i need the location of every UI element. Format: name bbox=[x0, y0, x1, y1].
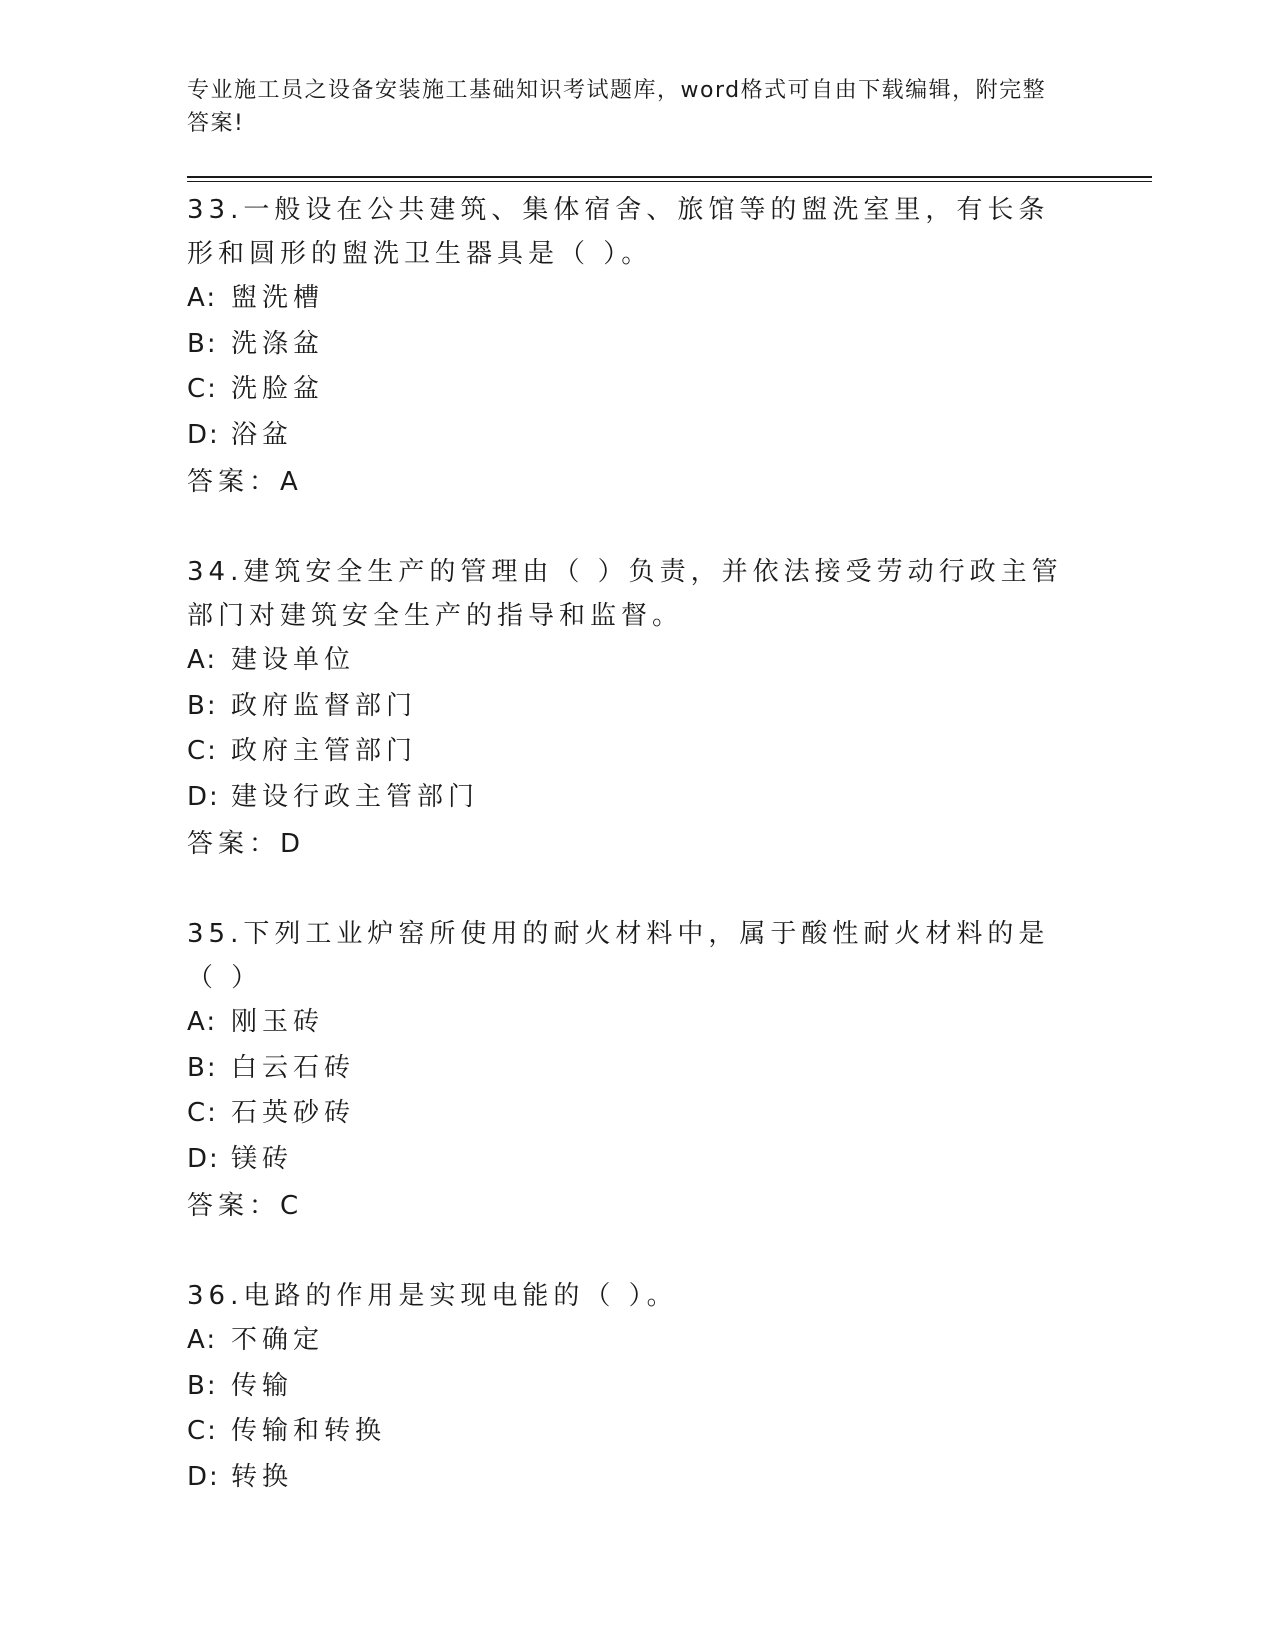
option-letter: A: bbox=[187, 645, 218, 675]
question-36 bbox=[187, 1274, 1152, 1500]
option-text: 政府监督部门 bbox=[231, 690, 418, 721]
question-stem: 35.下列工业炉窑所使用的耐火材料中，属于酸性耐火材料的是（ ） bbox=[187, 919, 1050, 993]
question-stem: 34.建筑安全生产的管理由（ ）负责，并依法接受劳动行政主管部门对建筑安全生产的指导和监督。 bbox=[187, 557, 1063, 631]
option-letter: C: bbox=[187, 374, 218, 404]
answer-line: 答案：A bbox=[187, 467, 303, 497]
question-stem: 33.一般设在公共建筑、集体宿舍、旅馆等的盥洗室里，有长条形和圆形的盥洗卫生器具是（ ）。 bbox=[187, 195, 1050, 269]
option-text: 刚玉砖 bbox=[231, 1007, 325, 1037]
option-letter: D: bbox=[187, 1461, 220, 1492]
option-letter: D: bbox=[187, 781, 220, 812]
option-text: 转换 bbox=[231, 1461, 294, 1492]
option-text: 建设单位 bbox=[231, 645, 356, 675]
option-b bbox=[187, 684, 1152, 730]
option-letter: A: bbox=[187, 283, 218, 313]
option-d bbox=[187, 1455, 1152, 1501]
option-a bbox=[187, 1318, 1152, 1364]
option-c bbox=[187, 1409, 1152, 1455]
option-letter: B: bbox=[187, 1052, 218, 1083]
option-text: 镁砖 bbox=[231, 1143, 294, 1174]
header-divider-thick bbox=[187, 176, 1152, 178]
option-a bbox=[187, 276, 1152, 322]
option-letter: B: bbox=[187, 1370, 218, 1401]
option-letter: C: bbox=[187, 1098, 218, 1128]
option-c bbox=[187, 367, 1152, 413]
question-list bbox=[187, 188, 1152, 1500]
option-c bbox=[187, 729, 1152, 775]
question-33 bbox=[187, 188, 1152, 505]
question-34 bbox=[187, 550, 1152, 867]
option-d bbox=[187, 413, 1152, 459]
option-text: 政府主管部门 bbox=[231, 736, 418, 766]
question-stem: 36.电路的作用是实现电能的（ ）。 bbox=[187, 1281, 678, 1311]
option-a bbox=[187, 1000, 1152, 1046]
option-b bbox=[187, 322, 1152, 368]
document-header: 专业施工员之设备安装施工基础知识考试题库，word格式可自由下载编辑，附完整答案! bbox=[187, 78, 1047, 136]
option-d bbox=[187, 1137, 1152, 1183]
option-text: 洗脸盆 bbox=[231, 374, 325, 404]
option-text: 浴盆 bbox=[231, 419, 294, 450]
option-a bbox=[187, 638, 1152, 684]
header-divider-thin bbox=[187, 181, 1152, 182]
option-letter: A: bbox=[187, 1007, 218, 1037]
option-text: 不确定 bbox=[231, 1325, 325, 1355]
option-b bbox=[187, 1364, 1152, 1410]
option-letter: C: bbox=[187, 1416, 218, 1446]
option-text: 盥洗槽 bbox=[231, 283, 325, 313]
option-letter: B: bbox=[187, 690, 218, 721]
option-text: 传输和转换 bbox=[231, 1416, 387, 1446]
option-b bbox=[187, 1046, 1152, 1092]
option-text: 建设行政主管部门 bbox=[231, 781, 480, 812]
option-text: 石英砂砖 bbox=[231, 1098, 356, 1128]
answer-line: 答案：D bbox=[187, 829, 306, 859]
option-letter: B: bbox=[187, 328, 218, 359]
option-text: 传输 bbox=[231, 1370, 294, 1401]
option-c bbox=[187, 1091, 1152, 1137]
option-letter: C: bbox=[187, 736, 218, 766]
option-letter: D: bbox=[187, 419, 220, 450]
question-35 bbox=[187, 912, 1152, 1229]
option-text: 洗涤盆 bbox=[231, 328, 325, 359]
option-text: 白云石砖 bbox=[231, 1052, 356, 1083]
option-letter: A: bbox=[187, 1325, 218, 1355]
option-d bbox=[187, 775, 1152, 821]
answer-line: 答案：C bbox=[187, 1191, 304, 1221]
option-letter: D: bbox=[187, 1143, 220, 1174]
